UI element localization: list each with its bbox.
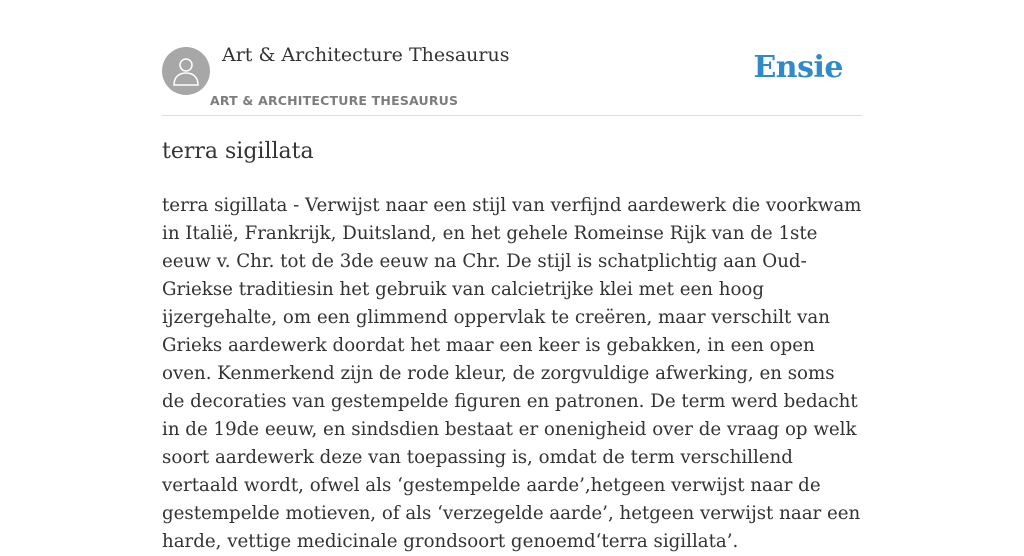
definition-text: terra sigillata - Verwijst naar een stijl van verfijnd aardewerk die voorkwam in Italië, Frankrijk, Duitsland, en het gehele Romeinse Rijk van de 1ste eeuw v. Chr. tot de 3de eeuw na Chr. De stijl is schatplichtig aan Oud-Griekse traditiesin het gebruik van calcietrijke klei met een hoog ijzergehalte, om een glimmend oppervlak te creëren, maar verschilt van Grieks aardewerk doordat het maar een keer is gebakken, in een open oven. Kenmerkend zijn de rode kleur, de zorgvuldige afwerking, en soms de decoraties van gestempelde figuren en patronen. De term werd bedacht in de 19de eeuw, en sindsdien bestaat er onenigheid over de vraag op welk soort aardewerk deze van toepassing is, omdat de term verschillend vertaald wordt, ofwel als ‘gestempelde aarde’,hetgeen verwijst naar de gestempelde motieven, of als ‘verzegelde aarde’, hetgeen verwijst naar een harde, vettige medicinale grondsoort genoemd‘terra sigillata’.: [162, 195, 862, 552]
ensie-logo[interactable]: Ensie: [753, 50, 843, 85]
header: [162, 0, 862, 116]
user-silhouette: [171, 55, 201, 87]
user-icon[interactable]: [162, 47, 210, 95]
page-title: terra sigillata: [162, 139, 314, 164]
source-title-link[interactable]: Art & Architecture Thesaurus: [222, 44, 510, 66]
source-subtitle: ART & ARCHITECTURE THESAURUS: [210, 93, 459, 108]
